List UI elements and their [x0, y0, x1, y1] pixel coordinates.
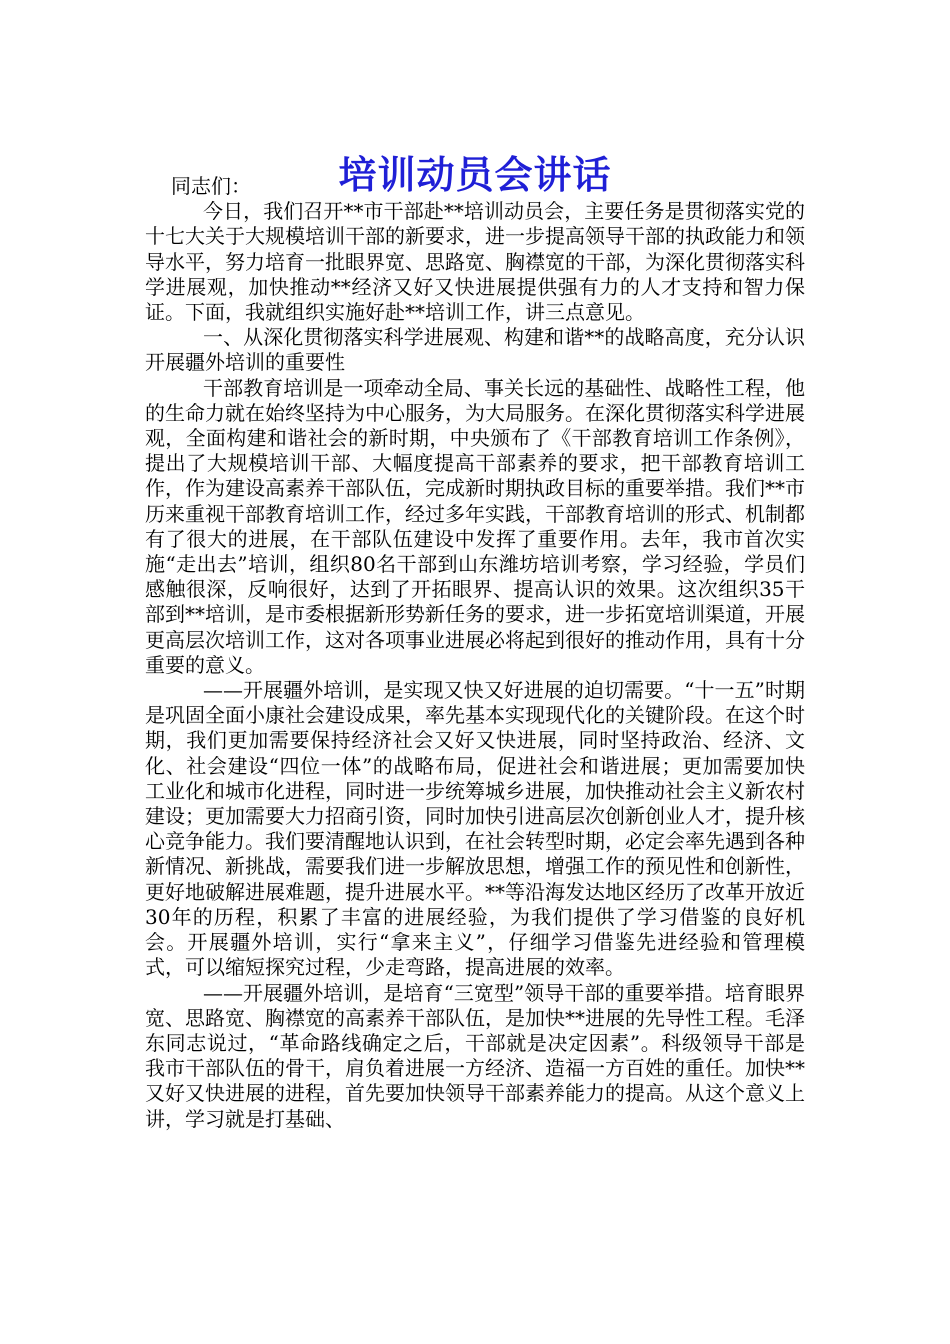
document-body — [145, 174, 805, 1132]
paragraph-development-need: ——开展疆外培训，是实现又快又好进展的迫切需要。“十一五”时期是巩固全面小康社会建设成果，率先基本实现现代化的关键阶段。在这个时期，我们更加需要保持经济社会又好又快进展，同时坚持政治、经济、文化、社会建设“四位一体”的战略布局，促进社会和谐进展；更加需要加快工业化和城市化进程，同时进一步统筹城乡进展，加快推动社会主义新农村建设；更加需要大力招商引资，同时加快引进高层次创新创业人才，提升核心竞争能力。我们要清醒地认识到，在社会转型时期，必定会率先遇到各种新情况、新挑战，需要我们进一步解放思想，增强工作的预见性和创新性，更好地破解进展难题，提升进展水平。**等沿海发达地区经历了改革开放近30年的历程，积累了丰富的进展经验，为我们提供了学习借鉴的良好机会。开展疆外培训，实行“拿来主义”，仔细学习借鉴先进经验和管理模式，可以缩短探究过程，少走弯路，提高进展的效率。 — [145, 678, 805, 980]
salutation: 同志们： — [171, 174, 251, 198]
paragraph-training-background: 干部教育培训是一项牵动全局、事关长远的基础性、战略性工程，他的生命力就在始终坚持为中心服务，为大局服务。在深化贯彻落实科学进展观，全面构建和谐社会的新时期，中央颁布了《干部教育培训工作条例》，提出了大规模培训干部、大幅度提高干部素养的要求，把干部教育培训工作，作为建设高素养干部队伍，完成新时期执政目标的重要举措。我们**市历来重视干部教育培训工作，经过多年实践，干部教育培训的形式、机制都有了很大的进展，在干部队伍建设中发挥了重要作用。去年，我市首次实施“走出去”培训，组织80名干部到山东潍坊培训考察，学习经验，学员们感触很深，反响很好，达到了开拓眼界、提高认识的效果。这次组织35干部到**培训，是市委根据新形势新任务的要求，进一步拓宽培训渠道，开展更高层次培训工作，这对各项事业进展必将起到很好的推动作用，具有十分重要的意义。 — [145, 375, 805, 677]
section-heading-1: 一、从深化贯彻落实科学进展观、构建和谐**的战略高度，充分认识开展疆外培训的重要性 — [145, 325, 805, 375]
paragraph-intro: 今日，我们召开**市干部赴**培训动员会，主要任务是贯彻落实党的十七大关于大规模培训干部的新要求，进一步提高领导干部的执政能力和领导水平，努力培育一批眼界宽、思路宽、胸襟宽的干部，为深化贯彻落实科学进展观，加快推动**经济又好又快进展提供强有力的人才支持和智力保证。下面，我就组织实施好赴**培训工作，讲三点意见。 — [145, 199, 805, 325]
document-title: 培训动员会讲话 — [338, 153, 612, 198]
paragraph-three-wide-cadres: ——开展疆外培训，是培育“三宽型”领导干部的重要举措。培育眼界宽、思路宽、胸襟宽的高素养干部队伍，是加快**进展的先导性工程。毛泽东同志说过，“革命路线确定之后，干部就是决定因素”。科级领导干部是我市干部队伍的骨干，肩负着进展一方经济、造福一方百姓的重任。加快**又好又快进展的进程，首先要加快领导干部素养能力的提高。从这个意义上讲，学习就是打基础、 — [145, 980, 805, 1131]
